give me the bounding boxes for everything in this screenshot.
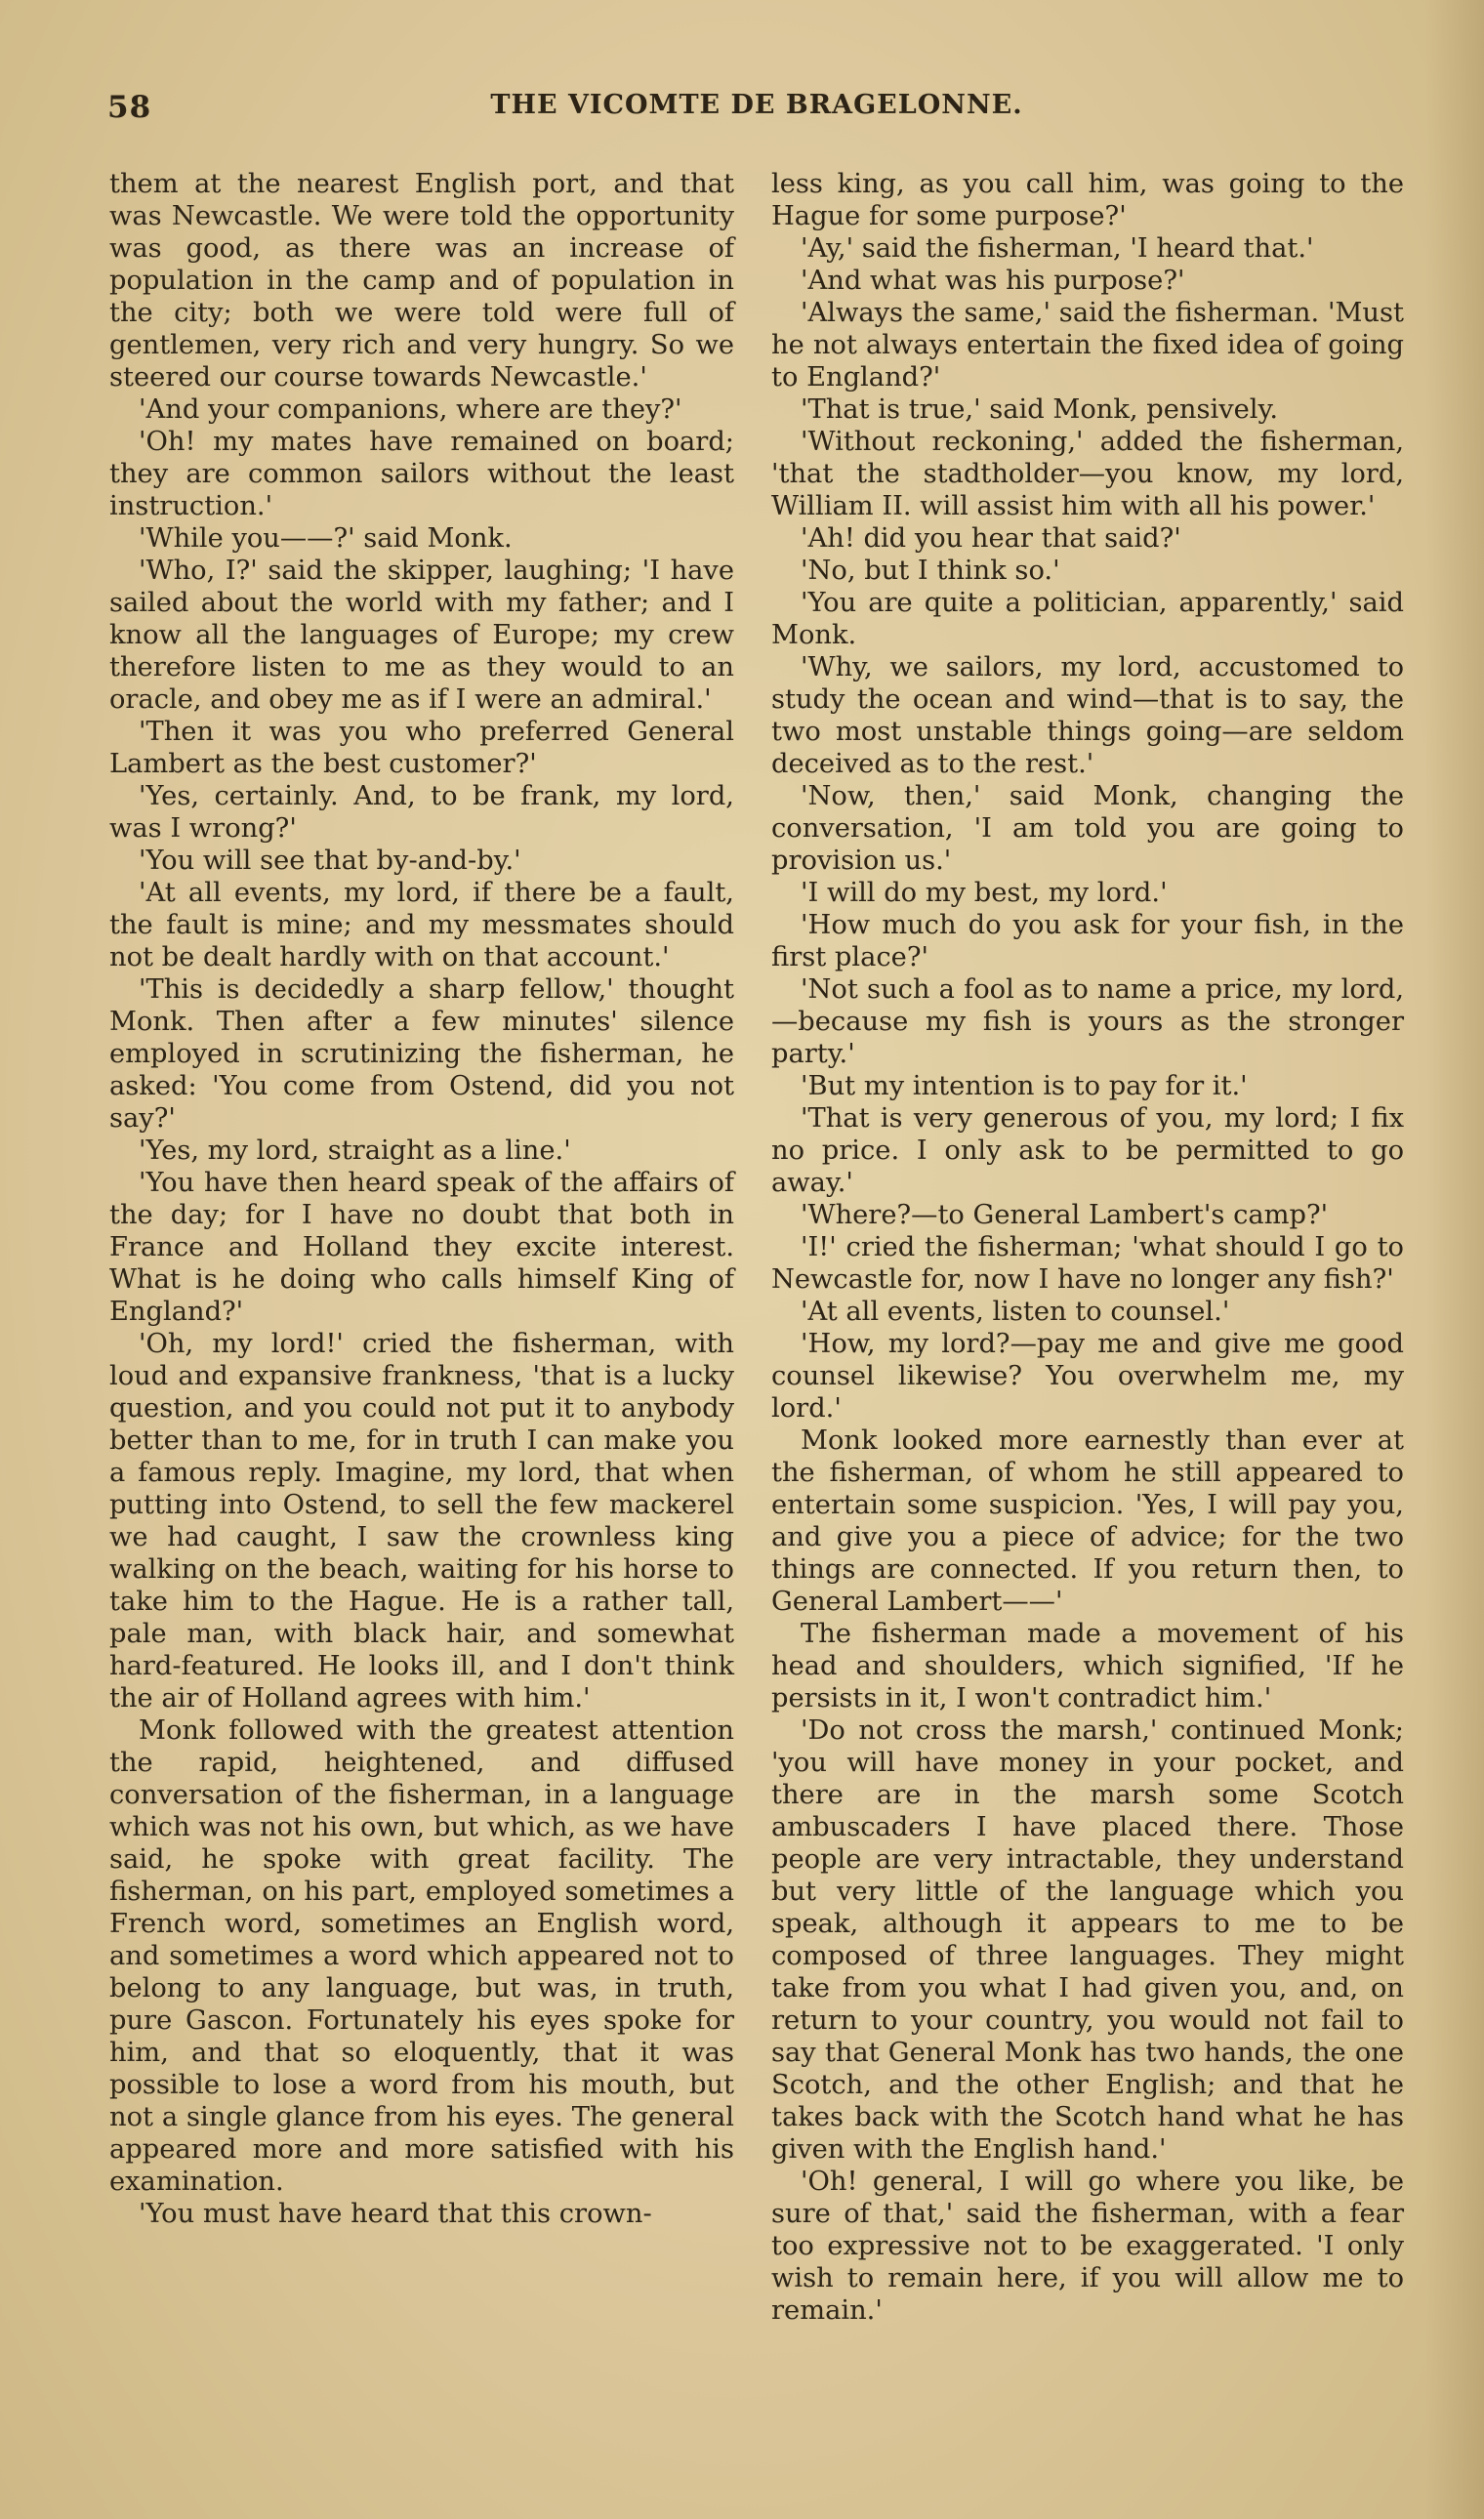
paragraph: 'Where?—to General Lambert's camp?' [801,1200,1329,1230]
paragraph: 'I will do my best, my lord.' [801,878,1168,908]
paragraph: 'You must have heard that this crown- [139,2199,652,2229]
paragraph: 'No, but I think so.' [801,556,1060,586]
paragraph: 'Oh! my mates have remained on board; they are common sailors without the least instruction.' [109,427,734,521]
paragraph: 'Always the same,' said the fisherman. 'Must he not always entertain the fixed idea of going to England?' [771,298,1404,392]
paragraph: Monk looked more earnestly than ever at the fisherman, of whom he still appeared to entertain some suspicion. 'Yes, I will pay you, and give you a piece of advice; for the two things are connected. If you return then, to General Lambert——' [771,1425,1404,1617]
paragraph: 'Who, I?' said the skipper, laughing; 'I have sailed about the world with my father; and I know all the languages of Europe; my crew therefore listen to me as they would to an oracle, and obey me as if I were an admiral.' [109,556,734,715]
paragraph: 'Now, then,' said Monk, changing the conversation, 'I am told you are going to provision us.' [771,781,1404,876]
paragraph: 'This is decidedly a sharp fellow,' thought Monk. Then after a few minutes' silence employed in scrutinizing the fisherman, he asked: 'You come from Ostend, did you not say?' [109,974,734,1134]
paragraph: 'Why, we sailors, my lord, accustomed to study the ocean and wind—that is to say, the two most unstable things going—are seldom deceived as to the rest.' [771,652,1404,779]
paragraph: 'That is true,' said Monk, pensively. [801,394,1279,425]
paragraph: 'Ah! did you hear that said?' [801,523,1181,554]
paragraph: 'Then it was you who preferred General Lambert as the best customer?' [109,717,734,779]
left-column [109,168,734,2230]
running-title: THE VICOMTE DE BRAGELONNE. [490,90,1023,120]
right-column [771,168,1404,2327]
paragraph: 'You will see that by-and-by.' [139,846,521,876]
page-number: 58 [107,90,152,125]
paragraph: 'Oh! general, I will go where you like, be sure of that,' said the fisherman, with a fear too expressive not to be exaggerated. 'I only wish to remain here, if you will allow me to remain.' [771,2167,1404,2326]
paragraph: 'Yes, my lord, straight as a line.' [139,1136,571,1166]
paragraph: 'While you——?' said Monk. [139,523,513,554]
paragraph: less king, as you call him, was going to the Hague for some purpose?' [771,169,1404,231]
paragraph: 'How much do you ask for your fish, in the first place?' [771,910,1404,972]
paragraph: 'Without reckoning,' added the fisherman, 'that the stadtholder—you know, my lord, William II. will assist him with all his power.' [771,427,1404,521]
page-edge-shadow [1425,0,1484,2519]
paragraph: 'I!' cried the fisherman; 'what should I go to Newcastle for, now I have no longer any fish?' [771,1232,1404,1295]
paragraph: 'Do not cross the marsh,' continued Monk; 'you will have money in your pocket, and there are in the marsh some Scotch ambuscaders I have placed there. Those people are very intractable, they understand but very little of the language which you speak, although it appears to me to be composed of three languages. They might take from you what I had given you, and, on return to your country, you would not fail to say that General Monk has two hands, the one Scotch, and the other English; and that he takes back with the Scotch hand what he has given with the English hand.' [771,1715,1404,2165]
running-head [107,90,1406,135]
paragraph: 'You have then heard speak of the affairs of the day; for I have no doubt that both in France and Holland they excite interest. What is he doing who calls himself King of England?' [109,1168,734,1327]
paragraph: 'Ay,' said the fisherman, 'I heard that.' [801,233,1314,264]
paragraph: 'And your companions, where are they?' [139,394,682,425]
paragraph: 'Not such a fool as to name a price, my lord,—because my fish is yours as the stronger party.' [771,974,1404,1069]
paragraph: 'At all events, my lord, if there be a fault, the fault is mine; and my messmates should not be dealt hardly with on that account.' [109,878,734,972]
paragraph: 'Oh, my lord!' cried the fisherman, with loud and expansive frankness, 'that is a lucky question, and you could not put it to anybody better than to me, for in truth I can make you a famous reply. Imagine, my lord, that when putting into Ostend, to sell the few mackerel we had caught, I saw the crownless king walking on the beach, waiting for his horse to take him to the Hague. He is a rather tall, pale man, with black hair, and somewhat hard-featured. He looks ill, and I don't think the air of Holland agrees with him.' [109,1329,734,1714]
paragraph: 'And what was his purpose?' [801,266,1185,296]
paragraph: Monk followed with the greatest attention the rapid, heightened, and diffused conversation of the fisherman, in a language which was not his own, but which, as we have said, he spoke with great facility. The fisherman, on his part, employed sometimes a French word, sometimes an English word, and sometimes a word which appeared not to belong to any language, but was, in truth, pure Gascon. Fortunately his eyes spoke for him, and that so eloquently, that it was possible to lose a word from his mouth, but not a single glance from his eyes. The general appeared more and more satisfied with his examination. [109,1715,734,2197]
paragraph: 'You are quite a politician, apparently,' said Monk. [771,588,1404,650]
paragraph: 'But my intention is to pay for it.' [801,1071,1248,1101]
paragraph: 'How, my lord?—pay me and give me good counsel likewise? You overwhelm me, my lord.' [771,1329,1404,1424]
paragraph: 'That is very generous of you, my lord; I fix no price. I only ask to be permitted to go away.' [771,1103,1404,1198]
paragraph: 'At all events, listen to counsel.' [801,1297,1230,1327]
paragraph: 'Yes, certainly. And, to be frank, my lord, was I wrong?' [109,781,734,844]
paragraph: them at the nearest English port, and that was Newcastle. We were told the opportunity was good, as there was an increase of population in the camp and of population in the city; both we were told were full of gentlemen, very rich and very hungry. So we steered our course towards Newcastle.' [109,169,734,392]
paragraph: The fisherman made a movement of his head and shoulders, which signified, 'If he persists in it, I won't contradict him.' [771,1619,1404,1714]
